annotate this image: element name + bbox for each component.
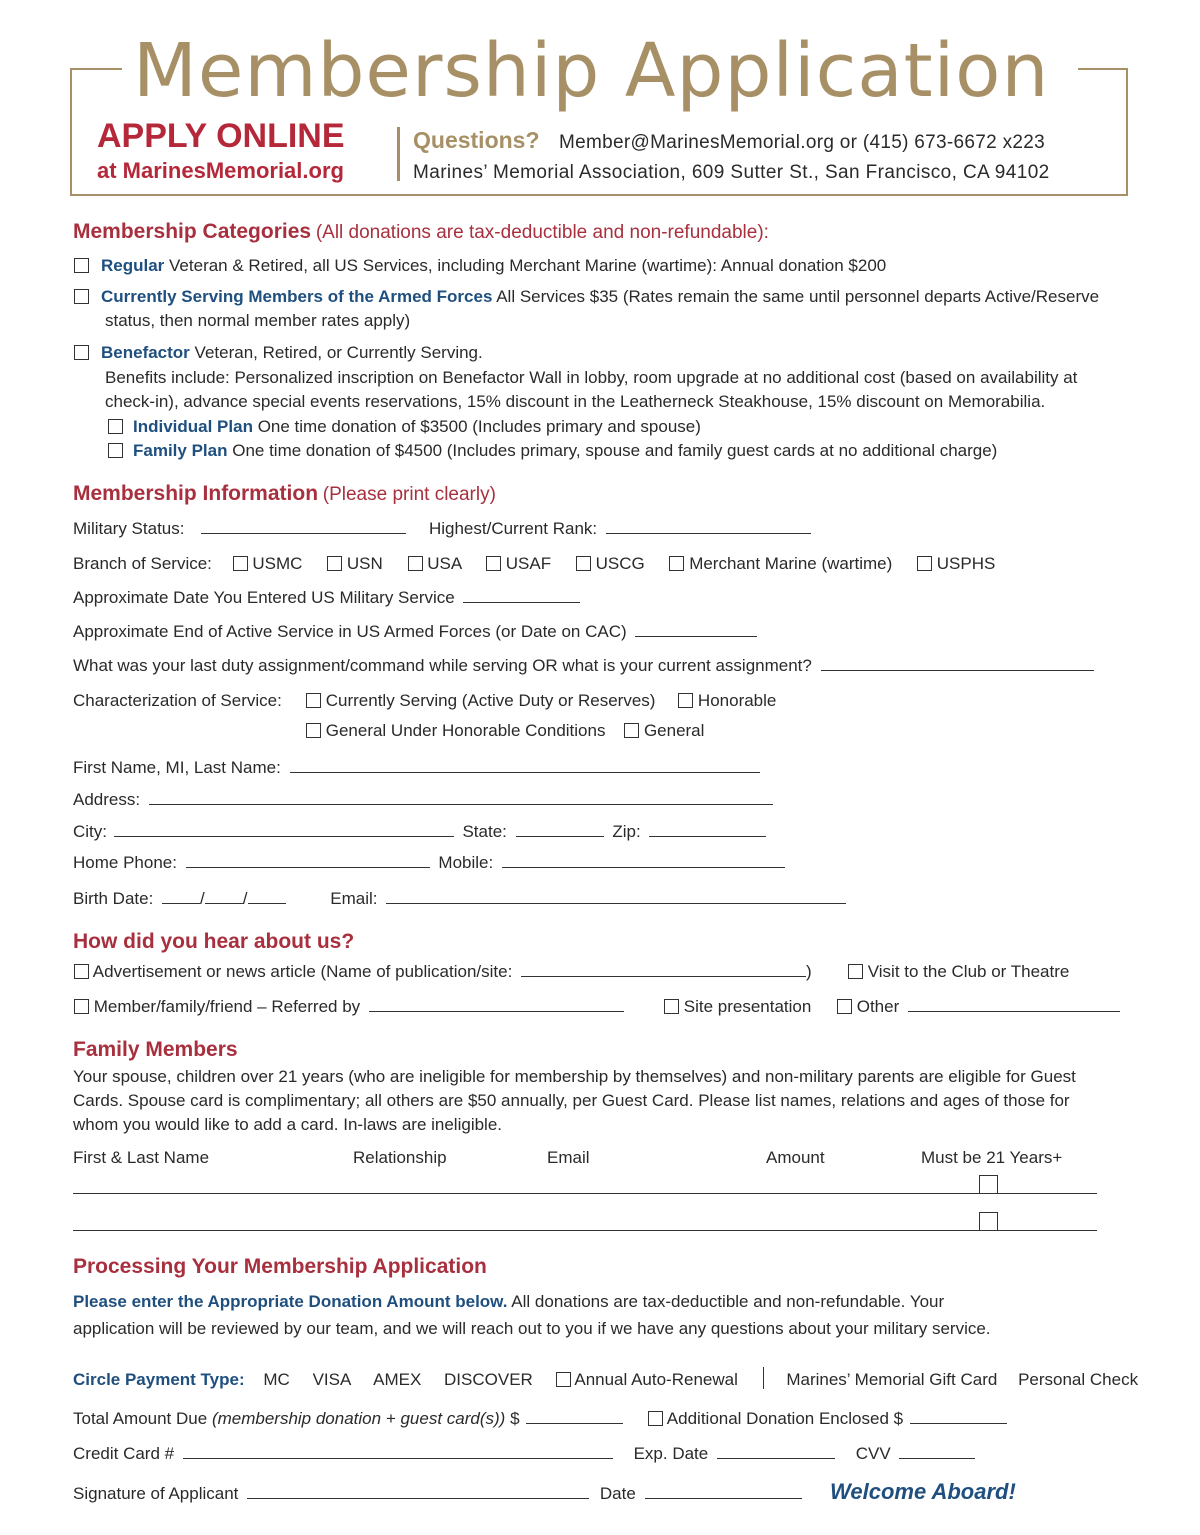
apply-online-heading: APPLY ONLINE <box>97 117 345 155</box>
branch-usa-checkbox[interactable] <box>408 556 423 571</box>
categories-title: Membership Categories <box>73 220 312 243</box>
advert-field[interactable] <box>521 962 806 977</box>
rank-label: Highest/Current Rank: <box>428 519 598 538</box>
address-field[interactable] <box>149 790 773 805</box>
processing-lead: Please enter the Appropriate Donation Amount below. <box>73 1292 508 1311</box>
total-dollar: $ <box>510 1409 520 1428</box>
family-name: Family Plan <box>133 441 228 460</box>
zip-field[interactable] <box>649 822 766 837</box>
cvv-field[interactable] <box>899 1444 975 1459</box>
family-desc: Your spouse, children over 21 years (who are ineligible for membership by themselves) and non-military parents are eligible for Guest Cards. Spouse card is complimentary; all others are $50 annually, per Guest Card. Please list names, relations and ages of those for whom you would like to add a card. In-laws are ineligible. <box>73 1067 1076 1134</box>
address-row <box>73 790 773 810</box>
total-due-note: (membership donation + guest card(s)) <box>211 1409 506 1428</box>
serving-name: Currently Serving Members of the Armed Forces <box>101 287 493 306</box>
military-status-field[interactable] <box>201 519 406 534</box>
date-entered-row <box>73 588 580 608</box>
credit-card-field[interactable] <box>183 1444 613 1459</box>
payment-visa[interactable]: VISA <box>312 1370 351 1389</box>
other-field[interactable] <box>908 997 1120 1012</box>
referred-label: Member/family/friend – Referred by <box>93 997 361 1016</box>
zip-label: Zip: <box>612 822 641 841</box>
payment-row <box>73 1367 1138 1390</box>
category-regular <box>74 256 886 276</box>
char-honorable-checkbox[interactable] <box>678 693 693 708</box>
branch-usmc: USMC <box>252 554 303 573</box>
exp-label: Exp. Date <box>633 1444 709 1463</box>
branch-merchant: Merchant Marine (wartime) <box>689 554 893 573</box>
processing-text: All donations are tax-deductible and non-refundable. Your <box>511 1292 945 1311</box>
hear-site <box>664 997 811 1017</box>
branch-usphs-checkbox[interactable] <box>917 556 932 571</box>
benefactor-name: Benefactor <box>101 343 190 362</box>
city-row <box>73 822 766 842</box>
family-col-name: First & Last Name <box>73 1148 210 1167</box>
branch-usaf: USAF <box>505 554 552 573</box>
family-title: Family Members <box>73 1038 238 1061</box>
last-duty-field[interactable] <box>821 656 1094 671</box>
additional-label: Additional Donation Enclosed $ <box>666 1409 904 1428</box>
serving-desc: All Services $35 (Rates remain the same until personnel departs Active/Reserve <box>496 287 1100 306</box>
branch-uscg-checkbox[interactable] <box>576 556 591 571</box>
birth-email-row: Birth Date: / / Email: <box>73 889 846 909</box>
last-duty-label: What was your last duty assignment/command while serving OR what is your current assignment? <box>73 656 812 675</box>
payment-amex[interactable]: AMEX <box>373 1370 422 1389</box>
family-col-amount: Amount <box>766 1148 825 1167</box>
total-due-field[interactable] <box>526 1409 623 1424</box>
benefactor-benefits: Benefits include: Personalized inscription on Benefactor Wall in lobby, room upgrade at no additional cost (based on availability at check-in), advance special events reservations, 15% discount in the Leatherneck Steakhouse, 15% discount on Memorabilia. <box>105 368 1078 411</box>
info-heading <box>73 482 496 506</box>
branch-merchant-checkbox[interactable] <box>669 556 684 571</box>
payment-label: Circle Payment Type: <box>73 1370 245 1389</box>
payment-divider <box>763 1367 764 1389</box>
end-service-label: Approximate End of Active Service in US Armed Forces (or Date on CAC) <box>73 622 627 641</box>
category-serving <box>74 287 1099 307</box>
payment-check[interactable]: Personal Check <box>1018 1370 1139 1389</box>
visit-label: Visit to the Club or Theatre <box>867 962 1070 981</box>
site-label: Site presentation <box>683 997 812 1016</box>
association-address: Marines’ Memorial Association, 609 Sutter St., San Francisco, CA 94102 <box>413 162 1050 183</box>
processing-text-2: application will be reviewed by our team, and we will reach out to you if we have any questions about your military service. <box>73 1319 991 1338</box>
apply-online-url[interactable]: at MarinesMemorial.org <box>97 158 344 183</box>
address-label: Address: <box>73 790 141 809</box>
state-label: State: <box>462 822 507 841</box>
family-row-1-age-checkbox[interactable] <box>979 1175 998 1194</box>
branch-usa: USA <box>427 554 462 573</box>
date-entered-label: Approximate Date You Entered US Military Service <box>73 588 455 607</box>
category-benefactor <box>74 343 483 363</box>
referred-checkbox[interactable] <box>74 999 89 1014</box>
family-col-email: Email <box>547 1148 590 1167</box>
military-status-label: Military Status: <box>73 519 185 538</box>
email-field[interactable] <box>386 889 846 904</box>
other-checkbox[interactable] <box>837 999 852 1014</box>
char-serving: Currently Serving (Active Duty or Reserves) <box>325 691 656 710</box>
hear-row-2 <box>74 997 624 1017</box>
char-honorable: Honorable <box>697 691 777 710</box>
cvv-label: CVV <box>855 1444 891 1463</box>
rank-field[interactable] <box>606 519 811 534</box>
branch-usn-checkbox[interactable] <box>327 556 342 571</box>
char-row-1 <box>306 691 776 711</box>
family-checkbox[interactable] <box>108 443 123 458</box>
date-entered-field[interactable] <box>463 588 580 603</box>
other-label: Other <box>856 997 900 1016</box>
city-field[interactable] <box>114 822 454 837</box>
branch-row <box>73 554 995 574</box>
city-label: City: <box>73 822 107 841</box>
home-phone-label: Home Phone: <box>73 853 177 872</box>
signature-field[interactable] <box>247 1484 589 1499</box>
char-general: General <box>643 721 705 740</box>
header-divider <box>397 127 400 181</box>
birth-year-field[interactable] <box>248 889 286 904</box>
characterization-label: Characterization of Service: <box>73 691 282 710</box>
individual-desc: One time donation of $3500 (Includes primary and spouse) <box>257 417 701 436</box>
branch-usaf-checkbox[interactable] <box>486 556 501 571</box>
signature-row <box>73 1484 802 1504</box>
branch-usphs: USPHS <box>936 554 996 573</box>
branch-usmc-checkbox[interactable] <box>233 556 248 571</box>
regular-name: Regular <box>101 256 165 275</box>
branch-uscg: USCG <box>595 554 645 573</box>
hear-visit <box>848 962 1069 982</box>
hear-title: How did you hear about us? <box>73 930 355 953</box>
last-duty-row <box>73 656 1094 676</box>
site-checkbox[interactable] <box>664 999 679 1014</box>
serving-desc-2: status, then normal member rates apply) <box>105 311 411 330</box>
char-row-2 <box>306 721 704 741</box>
name-field[interactable] <box>290 758 760 773</box>
info-title: Membership Information <box>73 482 319 505</box>
char-general-honorable: General Under Honorable Conditions <box>325 721 606 740</box>
signature-label: Signature of Applicant <box>73 1484 239 1503</box>
home-phone-field[interactable] <box>186 853 430 868</box>
end-service-field[interactable] <box>635 622 757 637</box>
name-row <box>73 758 760 778</box>
family-row-1-line[interactable] <box>73 1193 1097 1194</box>
auto-renew-checkbox[interactable] <box>556 1372 571 1387</box>
individual-checkbox[interactable] <box>108 419 123 434</box>
name-label: First Name, MI, Last Name: <box>73 758 281 777</box>
categories-heading <box>73 220 769 244</box>
char-general-honorable-checkbox[interactable] <box>306 723 321 738</box>
end-service-row <box>73 622 757 642</box>
email-label: Email: <box>330 889 378 908</box>
char-serving-checkbox[interactable] <box>306 693 321 708</box>
signature-date-field[interactable] <box>645 1484 802 1499</box>
state-field[interactable] <box>516 822 604 837</box>
exp-field[interactable] <box>717 1444 835 1459</box>
auto-renew-label: Annual Auto-Renewal <box>574 1370 738 1389</box>
birth-day-field[interactable] <box>205 889 243 904</box>
questions-label: Questions? <box>413 127 540 153</box>
benefactor-desc: Veteran, Retired, or Currently Serving. <box>194 343 483 362</box>
processing-line-1 <box>73 1292 944 1312</box>
mobile-label: Mobile: <box>438 853 494 872</box>
military-status-row <box>73 519 811 539</box>
credit-card-row <box>73 1444 975 1464</box>
plan-individual <box>108 417 701 437</box>
contact-info[interactable]: Member@MarinesMemorial.org or (415) 673-6672 x223 <box>559 132 1045 153</box>
page-title: Membership Application <box>133 28 1050 114</box>
family-col-relationship: Relationship <box>353 1148 447 1167</box>
advert-label: Advertisement or news article (Name of publication/site: <box>92 962 513 981</box>
signature-date-label: Date <box>599 1484 636 1503</box>
family-row-2-line[interactable] <box>73 1230 1097 1231</box>
additional-field[interactable] <box>910 1409 1007 1424</box>
regular-desc: Veteran & Retired, all US Services, including Merchant Marine (wartime): Annual donation $200 <box>169 256 887 275</box>
benefactor-checkbox[interactable] <box>74 345 89 360</box>
referred-field[interactable] <box>369 997 624 1012</box>
payment-discover[interactable]: DISCOVER <box>444 1370 533 1389</box>
visit-checkbox[interactable] <box>848 964 863 979</box>
total-row <box>73 1409 1007 1429</box>
categories-subtitle: (All donations are tax-deductible and non-refundable): <box>315 222 769 243</box>
family-row-2-age-checkbox[interactable] <box>979 1212 998 1231</box>
welcome-aboard: Welcome Aboard! <box>830 1479 1016 1504</box>
payment-mc[interactable]: MC <box>263 1370 290 1389</box>
hear-other <box>837 997 1120 1017</box>
credit-card-label: Credit Card # <box>73 1444 175 1463</box>
branch-label: Branch of Service: <box>73 554 212 573</box>
individual-name: Individual Plan <box>133 417 253 436</box>
serving-checkbox[interactable] <box>74 289 89 304</box>
family-col-age: Must be 21 Years+ <box>921 1148 1063 1167</box>
advert-checkbox[interactable] <box>74 964 89 979</box>
regular-checkbox[interactable] <box>74 258 89 273</box>
birth-date-label: Birth Date: <box>73 889 154 908</box>
total-due-label: Total Amount Due <box>73 1409 208 1428</box>
processing-title: Processing Your Membership Application <box>73 1255 487 1278</box>
phone-row <box>73 853 785 873</box>
birth-month-field[interactable] <box>162 889 200 904</box>
payment-gift-card[interactable]: Marines’ Memorial Gift Card <box>786 1370 998 1389</box>
mobile-field[interactable] <box>502 853 785 868</box>
plan-family <box>108 441 997 461</box>
hear-row-1: Advertisement or news article (Name of publication/site: ) <box>74 962 812 982</box>
branch-usn: USN <box>346 554 383 573</box>
additional-checkbox[interactable] <box>648 1411 663 1426</box>
info-subtitle: (Please print clearly) <box>322 484 496 505</box>
char-general-checkbox[interactable] <box>624 723 639 738</box>
family-desc: One time donation of $4500 (Includes primary, spouse and family guest cards at no additional charge) <box>232 441 998 460</box>
